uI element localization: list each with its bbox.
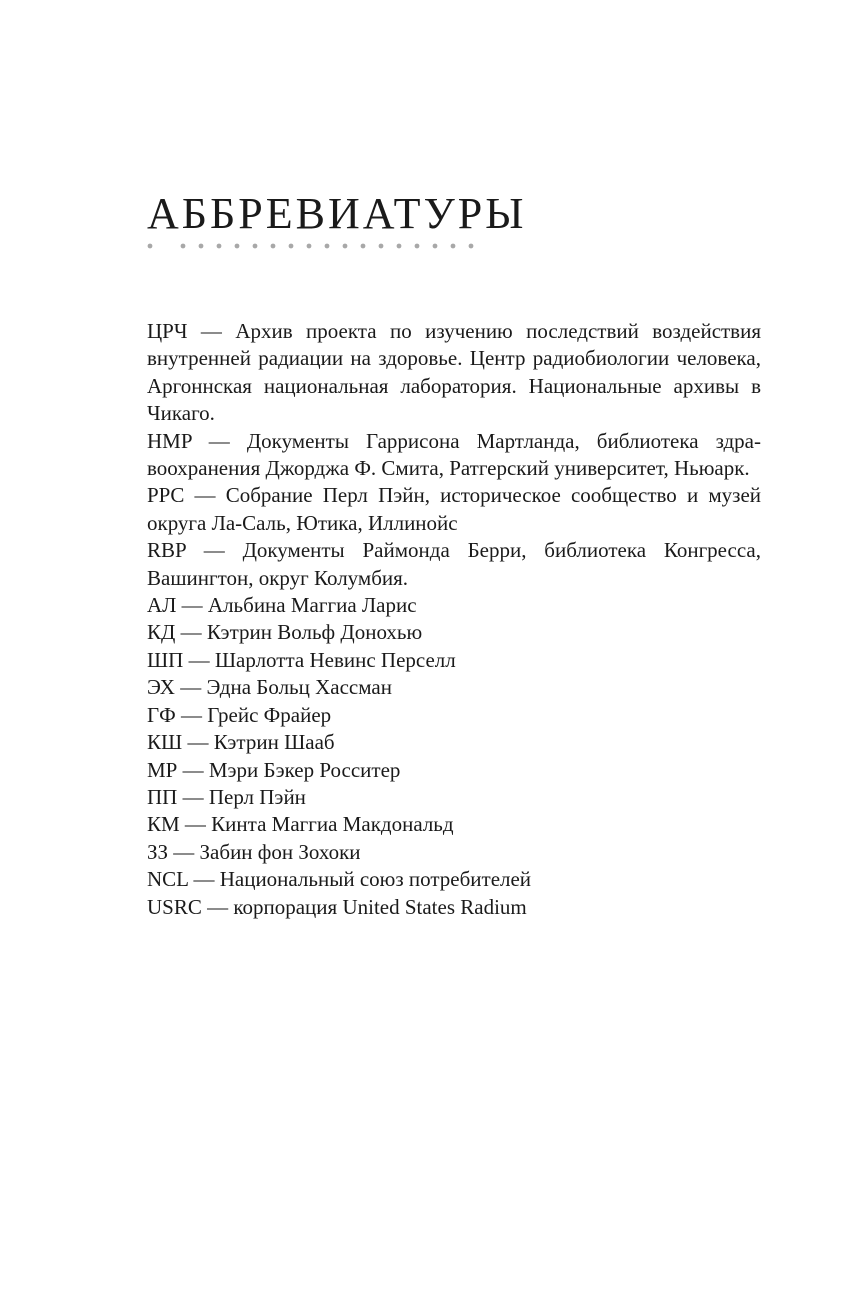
abbreviation-entry-zz: ЗЗ — Забин фон Зохоки (147, 839, 361, 864)
chapter-title: АББРЕВИАТУРЫ (147, 189, 527, 238)
abbreviation-entry-crch: ЦРЧ — Архив проекта по изучению последствий воздействия внутренней радиации на здоровье. Центр радиобиологии человека, Аргоннская национальная лаборатория. Национальные архивы в Чикаго. (147, 319, 761, 426)
abbreviation-entry-eh: ЭХ — Эдна Больц Хассман (147, 675, 392, 700)
abbreviation-entry-rbp: RBP — Документы Раймонда Берри, библиотека Конгресса, Вашингтон, округ Колумбия. (147, 538, 761, 590)
abbreviation-entry-ppc: PPC — Собрание Перл Пэйн, историческое сообщество и музей округа Ла-Саль, Ютика, Иллинойс (147, 483, 761, 535)
abbreviation-entry-mr: МР — Мэри Бэкер Росситер (147, 757, 401, 782)
abbreviation-entry-shp: ШП — Шарлотта Невинс Перселл (147, 647, 456, 672)
abbreviation-entry-hmp: HMP — Документы Гаррисона Мартланда, библиотека здравоохранения Джорджа Ф. Смита, Ратгерский университет, Ньюарк. (147, 428, 761, 481)
abbreviation-entry-ksh: КШ — Кэтрин Шааб (147, 730, 335, 755)
abbreviation-entry-km: КМ — Кинта Маггиа Макдональд (147, 812, 454, 837)
abbreviation-entry-ncl: NCL — Национальный союз потребителей (147, 867, 532, 892)
abbreviations-list (147, 318, 761, 921)
abbreviation-entry-pp: ПП — Перл Пэйн (147, 784, 306, 809)
abbreviation-entry-usrc: USRC — корпорация United States Radium (147, 894, 527, 919)
abbreviation-entry-al: АЛ — Альбина Маггиа Ларис (147, 593, 417, 618)
dotted-rule-graphic (146, 242, 476, 250)
dotted-rule (146, 242, 476, 250)
abbreviation-entry-gf: ГФ — Грейс Фрайер (147, 702, 332, 727)
abbreviation-entry-kd: КД — Кэтрин Вольф Донохью (147, 620, 423, 645)
